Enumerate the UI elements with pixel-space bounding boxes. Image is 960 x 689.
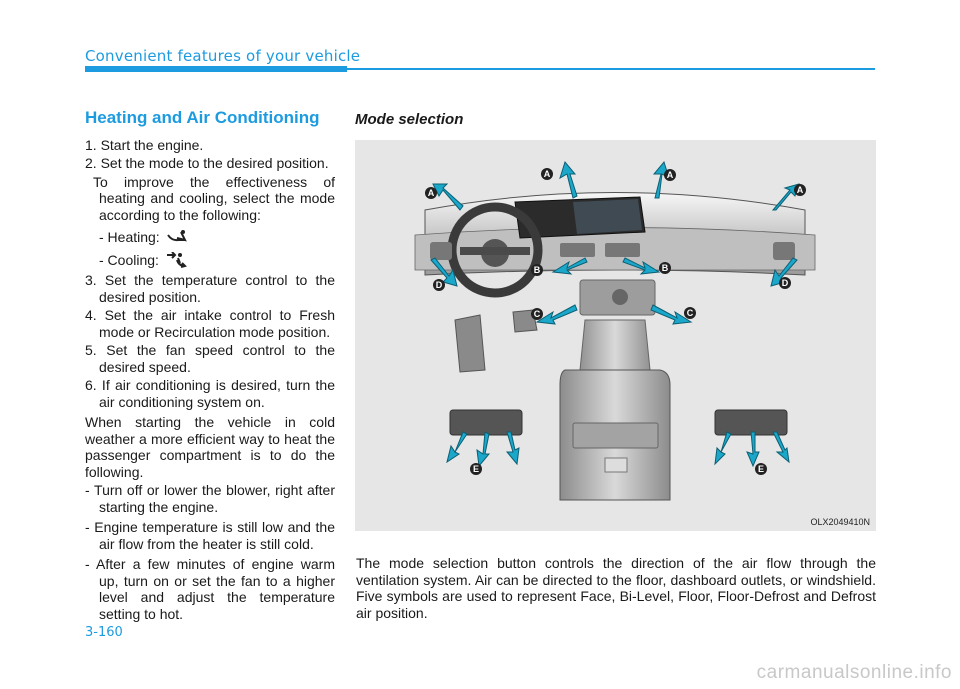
- label-c-1: [531, 308, 543, 320]
- label-d-2: [779, 277, 791, 289]
- dashboard-vent-illustration: [355, 140, 876, 531]
- cooling-row: [85, 252, 335, 269]
- header-bar: [85, 66, 347, 72]
- step-5: 5. Set the fan speed control to the desired speed.: [85, 342, 335, 375]
- cooling-label: - Cooling:: [99, 251, 159, 268]
- step-2-note: To improve the effectiveness of heating and cooling, select the mode according to the following:: [93, 173, 335, 223]
- svg-text:C: C: [686, 308, 694, 318]
- bullet-2: - Engine temperature is still low and the air flow from the heater is still cold.: [85, 519, 335, 552]
- figure-code: OLX2049410N: [810, 517, 870, 527]
- svg-text:E: E: [472, 464, 480, 474]
- section-title: Heating and Air Conditioning: [85, 108, 320, 127]
- step-6: 6. If air conditioning is desired, turn the air conditioning system on.: [85, 377, 335, 410]
- step-4: 4. Set the air intake control to Fresh mode or Recirculation mode position.: [85, 307, 335, 340]
- label-e-2: [755, 463, 767, 475]
- label-c-2: [684, 307, 696, 319]
- bi-level-mode-icon: [165, 252, 187, 268]
- label-a-2: [541, 168, 553, 180]
- label-b-1: [531, 264, 543, 276]
- heating-label: - Heating:: [99, 229, 160, 245]
- svg-text:A: A: [796, 185, 804, 195]
- svg-text:A: A: [543, 169, 551, 179]
- label-a-3: [664, 169, 676, 181]
- step-1: 1. Start the engine.: [85, 136, 204, 153]
- label-d-1: [433, 279, 445, 291]
- label-a-4: [794, 184, 806, 196]
- svg-text:B: B: [533, 265, 541, 275]
- section-header: Convenient features of your vehicle: [85, 47, 361, 65]
- cold-weather-paragraph: When starting the vehicle in cold weather a more efficient way to heat the passenger compartment is to do the following.: [85, 414, 335, 480]
- svg-text:E: E: [757, 464, 765, 474]
- page-number: 3-160: [85, 625, 123, 640]
- mode-selection-title: Mode selection: [355, 111, 464, 128]
- left-column: [85, 110, 335, 626]
- label-e-1: [470, 463, 482, 475]
- floor-mode-icon: [166, 229, 188, 245]
- heating-row: [85, 229, 335, 246]
- mode-selection-caption: The mode selection button controls the direction of the air flow through the ventilation system. Air can be directed to the floor, dashboard outlets, or windshield. Five symbols are used to represent Face, Bi-Level, Floor, Floor-Defrost and Defrost air position.: [356, 555, 876, 621]
- svg-text:D: D: [435, 280, 443, 290]
- label-a-1: [425, 187, 437, 199]
- bullet-3: - After a few minutes of engine warm up, turn on or set the fan to a higher level and adjust the temperature setting to hot.: [85, 556, 335, 622]
- label-b-2: [659, 262, 671, 274]
- svg-text:B: B: [661, 263, 669, 273]
- svg-text:A: A: [666, 170, 674, 180]
- header-rule: [347, 68, 875, 70]
- step-3: 3. Set the temperature control to the desired position.: [85, 272, 335, 305]
- vent-labels: [355, 140, 876, 531]
- svg-text:C: C: [533, 309, 541, 319]
- watermark: carmanualsonline.info: [756, 662, 952, 683]
- svg-text:D: D: [781, 278, 789, 288]
- svg-text:A: A: [427, 188, 435, 198]
- step-2: 2. Set the mode to the desired position.: [85, 155, 329, 171]
- bullet-1: - Turn off or lower the blower, right after starting the engine.: [85, 482, 335, 515]
